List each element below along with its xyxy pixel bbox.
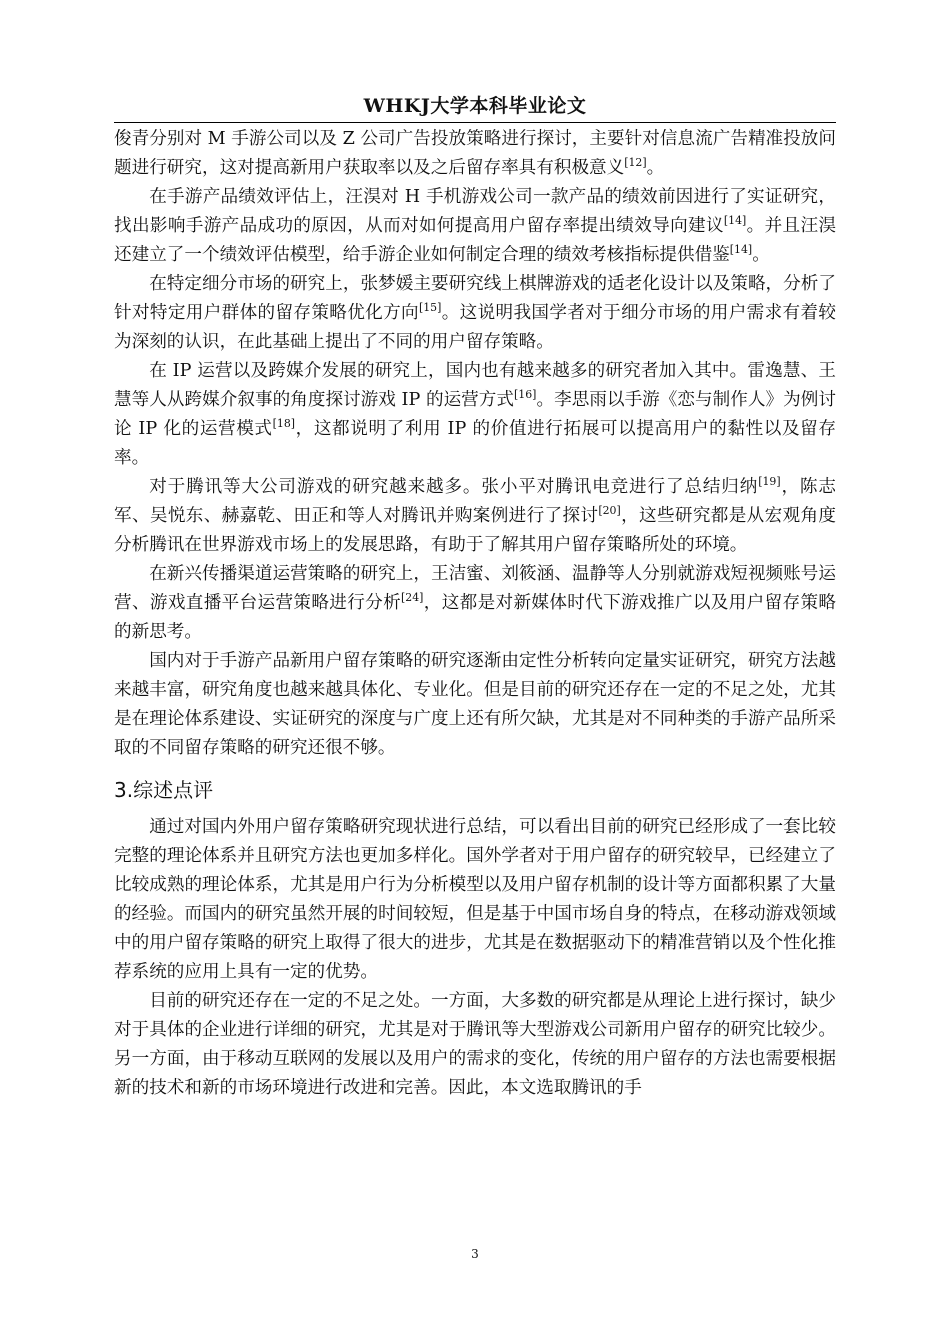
paragraph-text: 。 — [752, 245, 770, 265]
paragraph-5 — [114, 473, 836, 560]
paragraph-7 — [114, 647, 836, 763]
paragraph-text: 对于腾讯等大公司游戏的研究越来越多。张小平对腾讯电竞进行了总结归纳 — [149, 477, 759, 497]
paragraph-2 — [114, 183, 836, 270]
paragraph-text: 。并且汪淏还建立了一个绩效评估模型，给手游企业如何制定合理的绩效考核指标提供借鉴 — [114, 216, 836, 265]
citation: [18] — [272, 417, 296, 431]
paragraph-1 — [114, 125, 836, 183]
paragraph-text: ，陈志军、吴悦东、赫嘉乾、田正和等人对腾讯并购案例进行了探讨 — [114, 477, 836, 526]
paragraph-text: 在 IP 运营以及跨媒介发展的研究上，国内也有越来越多的研究者加入其中。雷逸慧、王慧等人从跨媒介叙事的角度探讨游戏 IP 的运营方式 — [114, 361, 836, 410]
paragraph-text: ，这都说明了利用 IP 的价值进行拓展可以提高用户的黏性以及留存率。 — [114, 419, 836, 468]
header-divider — [114, 122, 836, 123]
paragraph-text: ，这都是对新媒体时代下游戏推广以及用户留存策略的新思考。 — [114, 593, 836, 642]
paragraph-3 — [114, 270, 836, 357]
paragraph-text: 在新兴传播渠道运营策略的研究上，王洁蜜、刘筱涵、温静等人分别就游戏短视频账号运营、游戏直播平台运营策略进行分析 — [114, 564, 836, 613]
section-paragraph-1: 通过对国内外用户留存策略研究现状进行总结，可以看出目前的研究已经形成了一套比较完整的理论体系并且研究方法也更加多样化。国外学者对于用户留存的研究较早，已经建立了比较成熟的理论体系，尤其是用户行为分析模型以及用户留存机制的设计等方面都积累了大量的经验。而国内的研究虽然开展的时间较短，但是基于中国市场自身的特点，在移动游戏领域中的用户留存策略的研究上取得了很大的进步，尤其是在数据驱动下的精准营销以及个性化推荐系统的应用上具有一定的优势。 — [114, 817, 836, 982]
page-number: 3 — [471, 1247, 479, 1261]
paragraph-text: 在手游产品绩效评估上，汪淏对 H 手机游戏公司一款产品的绩效前因进行了实证研究，找出影响手游产品成功的原因，从而对如何提高用户留存率提出绩效导向建议 — [114, 187, 836, 236]
page-header-title: WHKJ大学本科毕业论文 — [363, 95, 587, 117]
section-heading: 3.综述点评 — [114, 778, 214, 802]
citation: [14] — [729, 243, 753, 257]
citation: [12] — [624, 156, 647, 170]
paragraph-4 — [114, 357, 836, 473]
citation: [15] — [418, 301, 442, 315]
body-text — [114, 125, 836, 1103]
paragraph-text: 。李思雨以手游《恋与制作人》为例讨论 IP 化的运营模式 — [114, 390, 836, 439]
paragraph-text: 在特定细分市场的研究上，张梦媛主要研究线上棋牌游戏的适老化设计以及策略，分析了针对特定用户群体的留存策略优化方向 — [114, 274, 836, 323]
citation: [14] — [723, 214, 747, 228]
paragraph-text: 俊青分别对 M 手游公司以及 Z 公司广告投放策略进行探讨，主要针对信息流广告精准投放问题进行研究，这对提高新用户获取率以及之后留存率具有积极意义 — [114, 129, 836, 178]
paragraph-text: 国内对于手游产品新用户留存策略的研究逐渐由定性分析转向定量实证研究，研究方法越来越丰富，研究角度也越来越具体化、专业化。但是目前的研究还存在一定的不足之处，尤其是在理论体系建设、实证研究的深度与广度上还有所欠缺，尤其是对不同种类的手游产品所采取的不同留存策略的研究还很不够。 — [114, 651, 836, 758]
paragraph-text: ，这些研究都是从宏观角度分析腾讯在世界游戏市场上的发展思路，有助于了解其用户留存策略所处的环境。 — [114, 506, 836, 555]
paragraph-6 — [114, 560, 836, 647]
paragraph-text: 。这说明我国学者对于细分市场的用户需求有着较为深刻的认识，在此基础上提出了不同的用户留存策略。 — [114, 303, 836, 352]
citation: [16] — [514, 388, 537, 402]
citation: [20] — [598, 504, 621, 518]
citation: [24] — [401, 591, 424, 605]
citation: [19] — [758, 475, 781, 489]
paragraph-text: 。 — [646, 158, 665, 178]
section-paragraph-2: 目前的研究还存在一定的不足之处。一方面，大多数的研究都是从理论上进行探讨，缺少对于具体的企业进行详细的研究，尤其是对于腾讯等大型游戏公司新用户留存的研究比较少。另一方面，由于移动互联网的发展以及用户的需求的变化，传统的用户留存的方法也需要根据新的技术和新的市场环境进行改进和完善。因此，本文选取腾讯的手 — [114, 991, 836, 1098]
